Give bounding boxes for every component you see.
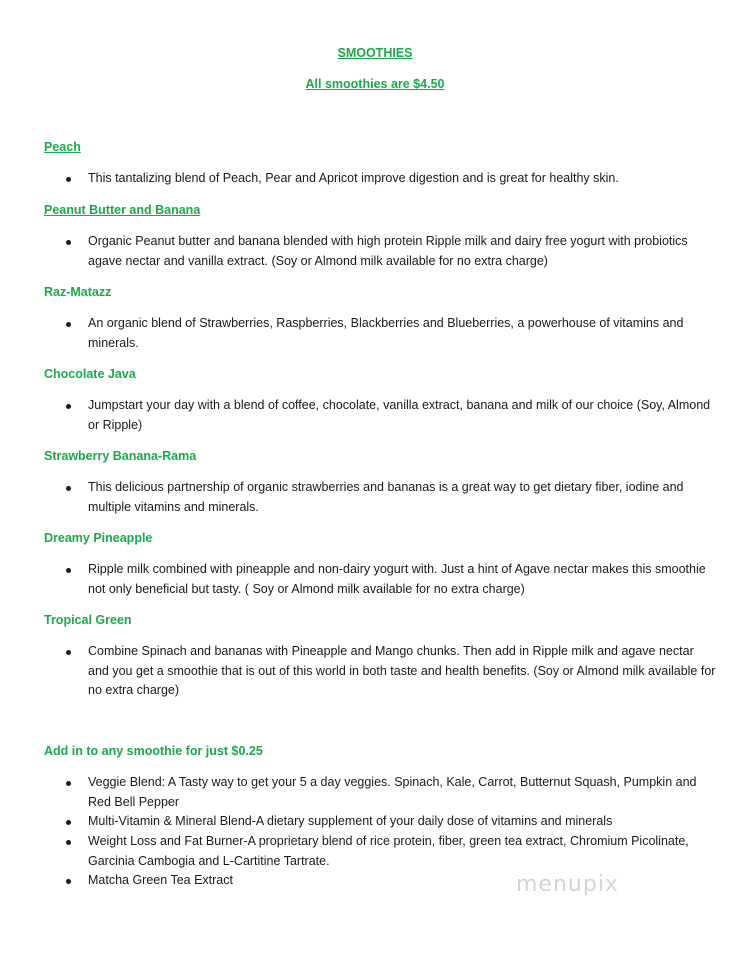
bullet-icon bbox=[66, 879, 71, 884]
item-heading-raz-matazz: Raz-Matazz bbox=[44, 285, 112, 299]
addin-item: Matcha Green Tea Extract bbox=[88, 873, 233, 887]
bullet-icon bbox=[66, 404, 71, 409]
bullet-icon bbox=[66, 840, 71, 845]
item-desc-dreamy-pineapple: Ripple milk combined with pineapple and non-dairy yogurt with. Just a hint of Agave nectar makes this smoothie not only beneficial but tasty. ( Soy or Almond milk available for no extra charge) bbox=[88, 562, 706, 596]
menupix-watermark: menupix bbox=[516, 872, 619, 897]
item-heading-peanut-butter-banana: Peanut Butter and Banana bbox=[44, 203, 201, 217]
bullet-icon bbox=[66, 820, 71, 825]
item-desc-peanut-butter-banana: Organic Peanut butter and banana blended with high protein Ripple milk and dairy free yogurt with probiotics agave nectar and vanilla extract. (Soy or Almond milk available for no extra charge) bbox=[88, 234, 688, 268]
item-heading-dreamy-pineapple: Dreamy Pineapple bbox=[44, 531, 153, 545]
item-heading-strawberry-banana-rama: Strawberry Banana-Rama bbox=[44, 449, 197, 463]
bullet-icon bbox=[66, 650, 71, 655]
addin-item: Veggie Blend: A Tasty way to get your 5 a day veggies. Spinach, Kale, Carrot, Butternut Squash, Pumpkin and Red Bell Pepper bbox=[88, 775, 697, 809]
item-heading-tropical-green: Tropical Green bbox=[44, 613, 132, 627]
bullet-icon bbox=[66, 322, 71, 327]
price-note: All smoothies are $4.50 bbox=[305, 77, 445, 91]
item-heading-peach: Peach bbox=[44, 140, 81, 154]
addin-item: Weight Loss and Fat Burner-A proprietary blend of rice protein, fiber, green tea extract, Chromium Picolinate, Garcinia Cambogia and L-Cartitine Tartrate. bbox=[88, 834, 689, 868]
bullet-icon bbox=[66, 781, 71, 786]
item-desc-tropical-green: Combine Spinach and bananas with Pineapple and Mango chunks. Then add in Ripple milk and agave nectar and you get a smoothie that is out of this world in both taste and health benefits. (Soy or Almond milk available for no extra charge) bbox=[88, 644, 716, 697]
bullet-icon bbox=[66, 568, 71, 573]
addins-heading: Add in to any smoothie for just $0.25 bbox=[44, 744, 263, 758]
item-desc-raz-matazz: An organic blend of Strawberries, Raspberries, Blackberries and Blueberries, a powerhouse of vitamins and minerals. bbox=[88, 316, 684, 350]
bullet-icon bbox=[66, 177, 71, 182]
bullet-icon bbox=[66, 240, 71, 245]
addin-item: Multi-Vitamin & Mineral Blend-A dietary supplement of your daily dose of vitamins and minerals bbox=[88, 814, 613, 828]
item-desc-peach: This tantalizing blend of Peach, Pear and Apricot improve digestion and is great for healthy skin. bbox=[88, 171, 619, 185]
menu-title: SMOOTHIES bbox=[337, 46, 413, 60]
item-desc-strawberry-banana-rama: This delicious partnership of organic strawberries and bananas is a great way to get dietary fiber, iodine and multiple vitamins and minerals. bbox=[88, 480, 684, 514]
item-desc-chocolate-java: Jumpstart your day with a blend of coffee, chocolate, vanilla extract, banana and milk of our choice (Soy, Almond or Ripple) bbox=[88, 398, 711, 432]
bullet-icon bbox=[66, 486, 71, 491]
item-heading-chocolate-java: Chocolate Java bbox=[44, 367, 136, 381]
